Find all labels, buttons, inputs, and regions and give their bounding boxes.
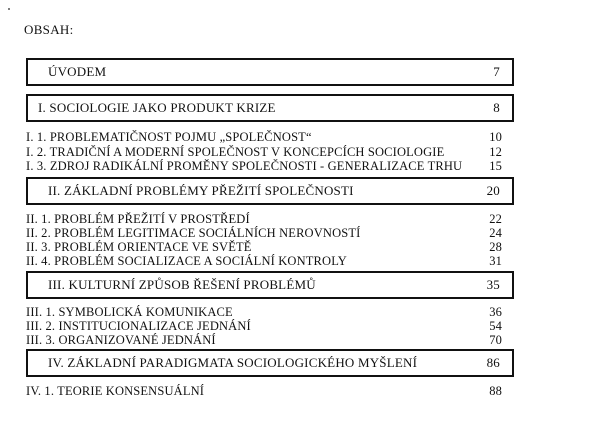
toc-entry[interactable] xyxy=(26,319,502,333)
section-title: II. ZÁKLADNÍ PROBLÉMY PŘEŽITÍ SPOLEČNOSTI xyxy=(48,183,354,198)
entry-page-number: 24 xyxy=(489,226,502,240)
toc-section-box-ii[interactable] xyxy=(26,177,514,205)
entry-page-number: 70 xyxy=(489,333,502,347)
section-page-number: 35 xyxy=(486,277,500,292)
toc-heading: OBSAH: xyxy=(24,22,74,37)
toc-entry[interactable] xyxy=(26,254,502,268)
toc-entry[interactable] xyxy=(26,305,502,319)
entry-page-number: 22 xyxy=(489,212,502,226)
toc-section-box-uvodem[interactable] xyxy=(26,58,514,86)
toc-section-box-i[interactable] xyxy=(26,94,514,122)
entry-page-number: 10 xyxy=(489,130,502,144)
entry-page-number: 15 xyxy=(489,159,502,173)
entry-page-number: 36 xyxy=(489,305,502,319)
section-page-number: 20 xyxy=(486,183,500,198)
entry-label: I. 3. ZDROJ RADIKÁLNÍ PROMĚNY SPOLEČNOSTI - GENERALIZACE TRHU xyxy=(26,159,463,173)
section-page-number: 8 xyxy=(493,100,500,115)
toc-entry[interactable] xyxy=(26,384,502,398)
toc-entry[interactable] xyxy=(26,333,502,347)
toc-entry[interactable] xyxy=(26,145,502,159)
section-title: I. SOCIOLOGIE JAKO PRODUKT KRIZE xyxy=(38,100,276,115)
toc-entry[interactable] xyxy=(26,130,502,144)
section-page-number: 7 xyxy=(493,64,500,79)
entry-label: IV. 1. TEORIE KONSENSUÁLNÍ xyxy=(26,384,205,398)
entry-label: III. 1. SYMBOLICKÁ KOMUNIKACE xyxy=(26,305,233,319)
entry-page-number: 88 xyxy=(489,384,502,398)
toc-section-box-iii[interactable] xyxy=(26,271,514,299)
entry-label: II. 3. PROBLÉM ORIENTACE VE SVĚTĚ xyxy=(26,240,252,254)
toc-section-box-iv[interactable] xyxy=(26,349,514,377)
section-title: ÚVODEM xyxy=(48,64,107,79)
entry-label: III. 3. ORGANIZOVANÉ JEDNÁNÍ xyxy=(26,333,216,347)
entry-page-number: 12 xyxy=(489,145,502,159)
entry-label: II. 4. PROBLÉM SOCIALIZACE A SOCIÁLNÍ KONTROLY xyxy=(26,254,347,268)
scan-speck xyxy=(8,8,10,10)
entry-label: I. 1. PROBLEMATIČNOST POJMU „SPOLEČNOST“ xyxy=(26,130,312,144)
entry-label: II. 1. PROBLÉM PŘEŽITÍ V PROSTŘEDÍ xyxy=(26,212,250,226)
section-title: III. KULTURNÍ ZPŮSOB ŘEŠENÍ PROBLÉMŮ xyxy=(48,277,316,292)
entry-page-number: 28 xyxy=(489,240,502,254)
section-page-number: 86 xyxy=(486,355,500,370)
entry-label: I. 2. TRADIČNÍ A MODERNÍ SPOLEČNOST V KONCEPCÍCH SOCIOLOGIE xyxy=(26,145,445,159)
entry-label: II. 2. PROBLÉM LEGITIMACE SOCIÁLNÍCH NEROVNOSTÍ xyxy=(26,226,361,240)
entry-page-number: 54 xyxy=(489,319,502,333)
entry-label: III. 2. INSTITUCIONALIZACE JEDNÁNÍ xyxy=(26,319,251,333)
toc-entry[interactable] xyxy=(26,240,502,254)
section-title: IV. ZÁKLADNÍ PARADIGMATA SOCIOLOGICKÉHO MYŠLENÍ xyxy=(48,355,418,370)
toc-entry[interactable] xyxy=(26,212,502,226)
entry-page-number: 31 xyxy=(489,254,502,268)
toc-entry[interactable] xyxy=(26,226,502,240)
toc-entry[interactable] xyxy=(26,159,502,173)
